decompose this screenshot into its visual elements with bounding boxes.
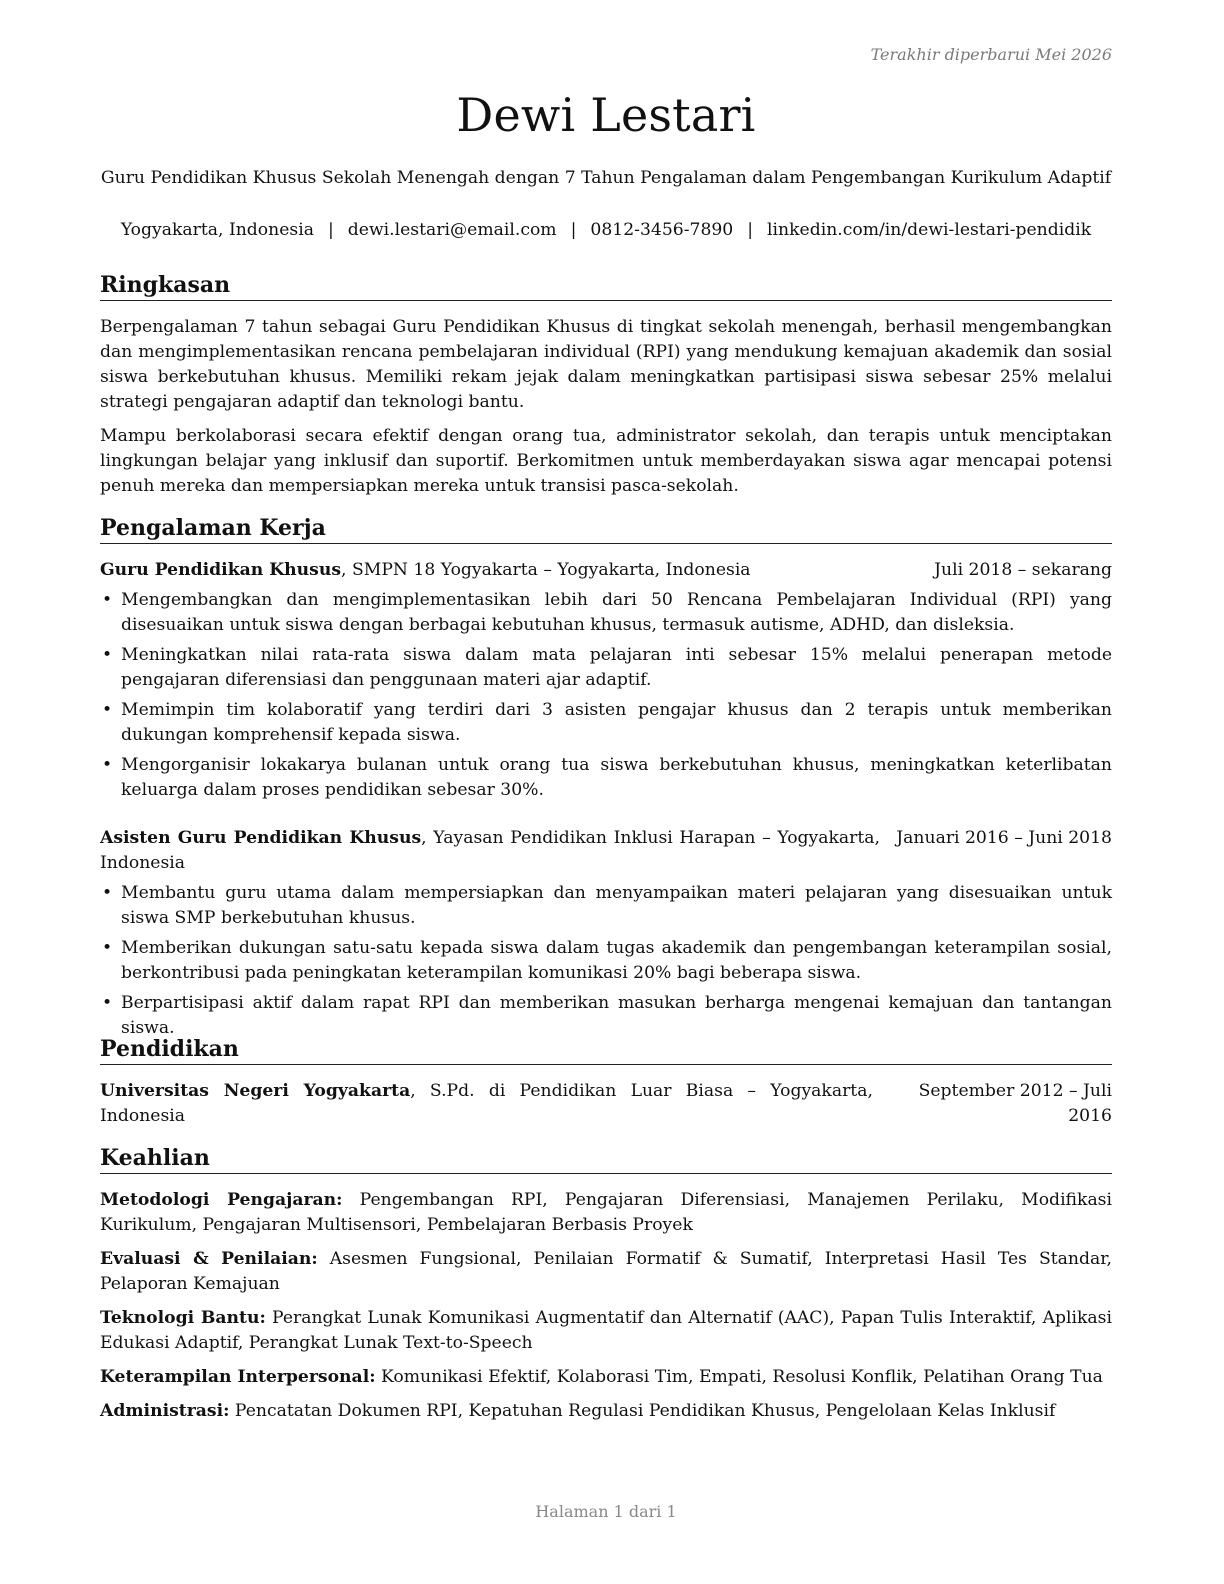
bullet-icon: • — [102, 883, 113, 903]
bullet-text: Berpartisipasi aktif dalam rapat RPI dan memberikan masukan berharga mengenai kemajuan dan tantangan siswa. — [121, 993, 1112, 1038]
education-school: Universitas Negeri Yogyakarta — [100, 1081, 411, 1101]
last-updated: Terakhir diperbarui Mei 2026 — [870, 45, 1112, 64]
skill-label: Evaluasi & Penilaian: — [100, 1249, 318, 1269]
bullet-text: Mengembangkan dan mengimplementasikan lebih dari 50 Rencana Pembelajaran Individual (RPI) yang disesuaikan untuk siswa dengan berbagai kebutuhan khusus, termasuk autisme, ADHD, dan disleksia. — [121, 590, 1112, 635]
skill-value: Pengembangan RPI, Pengajaran Diferensiasi, Manajemen Perilaku, Modifikasi Kurikulum, Pengajaran Multisensori, Pembelajaran Berbasis Proyek — [100, 1190, 1113, 1235]
skill-group — [100, 1188, 1112, 1238]
job-entry — [100, 558, 1112, 803]
contact-location: Yogyakarta, Indonesia — [120, 220, 314, 240]
contact-separator: | — [327, 220, 334, 240]
job-bullets — [100, 881, 1112, 1041]
bullet-icon: • — [102, 993, 113, 1013]
page-footer: Halaman 1 dari 1 — [535, 1502, 677, 1521]
bullet-icon: • — [102, 700, 113, 720]
job-header — [100, 558, 1112, 583]
candidate-name: Dewi Lestari — [456, 88, 756, 142]
headline: Guru Pendidikan Khusus Sekolah Menengah dengan 7 Tahun Pengalaman dalam Pengembangan Kurikulum Adaptif — [100, 168, 1112, 188]
skill-group — [100, 1306, 1112, 1356]
list-item — [100, 753, 1112, 803]
job-date: Januari 2016 – Juni 2018 — [896, 828, 1112, 848]
job-org: , SMPN 18 Yogyakarta – Yogyakarta, Indonesia — [341, 560, 751, 580]
summary-paragraph: Mampu berkolaborasi secara efektif dengan orang tua, administrator sekolah, dan terapis untuk menciptakan lingkungan belajar yang inklusif dan suportif. Berkomitmen untuk memberdayakan siswa agar mencapai potensi penuh mereka dan mempersiapkan mereka untuk transisi pasca-sekolah. — [100, 426, 1112, 496]
job-title-line — [100, 558, 751, 583]
list-item — [100, 588, 1112, 638]
education-date: September 2012 – Juli 2016 — [918, 1081, 1112, 1126]
skill-value: Komunikasi Efektif, Kolaborasi Tim, Empati, Resolusi Konflik, Pelatihan Orang Tua — [375, 1367, 1103, 1387]
education-detail: , S.Pd. di Pendidikan Luar Biasa – Yogyakarta, Indonesia — [100, 1081, 873, 1126]
bullet-text: Membantu guru utama dalam mempersiapkan dan menyampaikan materi pelajaran yang disesuaikan untuk siswa SMP berkebutuhan khusus. — [121, 883, 1112, 928]
experience-section — [100, 514, 1112, 1041]
list-item — [100, 881, 1112, 931]
contact-email[interactable]: dewi.lestari@email.com — [347, 220, 557, 240]
skill-value: Pencatatan Dokumen RPI, Kepatuhan Regulasi Pendidikan Khusus, Pengelolaan Kelas Inklusif — [229, 1401, 1056, 1421]
section-title-skills: Keahlian — [100, 1144, 1112, 1174]
list-item — [100, 643, 1112, 693]
education-entry — [100, 1079, 1112, 1129]
job-date: Juli 2018 – sekarang — [934, 560, 1112, 580]
skill-group — [100, 1365, 1112, 1390]
contact-phone: 0812-3456-7890 — [590, 220, 734, 240]
skill-label: Keterampilan Interpersonal: — [100, 1367, 376, 1387]
job-header — [100, 826, 1112, 876]
list-item — [100, 698, 1112, 748]
list-item — [100, 991, 1112, 1041]
section-title-education: Pendidikan — [100, 1035, 1112, 1065]
education-line — [100, 1079, 873, 1129]
contact-linkedin[interactable]: linkedin.com/in/dewi-lestari-pendidik — [767, 220, 1092, 240]
bullet-text: Mengorganisir lokakarya bulanan untuk orang tua siswa berkebutuhan khusus, meningkatkan keterlibatan keluarga dalam proses pendidikan sebesar 30%. — [121, 755, 1112, 800]
contact-line — [90, 220, 1122, 240]
job-entry — [100, 826, 1112, 1041]
job-role: Asisten Guru Pendidikan Khusus — [100, 828, 422, 848]
section-title-summary: Ringkasan — [100, 271, 1112, 301]
bullet-text: Memimpin tim kolaboratif yang terdiri dari 3 asisten pengajar khusus dan 2 terapis untuk memberikan dukungan komprehensif kepada siswa. — [121, 700, 1112, 745]
skill-value: Perangkat Lunak Komunikasi Augmentatif dan Alternatif (AAC), Papan Tulis Interaktif, Aplikasi Edukasi Adaptif, Perangkat Lunak Text-to-Speech — [100, 1308, 1112, 1353]
job-org: , Yayasan Pendidikan Inklusi Harapan – Yogyakarta, Indonesia — [100, 828, 880, 873]
resume-page — [100, 0, 1112, 1584]
job-role: Guru Pendidikan Khusus — [100, 560, 342, 580]
skill-label: Administrasi: — [100, 1401, 230, 1421]
bullet-icon: • — [102, 938, 113, 958]
list-item — [100, 936, 1112, 986]
bullet-icon: • — [102, 590, 113, 610]
contact-separator: | — [747, 220, 754, 240]
contact-separator: | — [570, 220, 577, 240]
skill-label: Teknologi Bantu: — [100, 1308, 266, 1328]
bullet-icon: • — [102, 645, 113, 665]
summary-section — [100, 271, 1112, 499]
skill-value: Asesmen Fungsional, Penilaian Formatif & Sumatif, Interpretasi Hasil Tes Standar, Pelaporan Kemajuan — [100, 1249, 1112, 1294]
skill-group — [100, 1247, 1112, 1297]
bullet-text: Memberikan dukungan satu-satu kepada siswa dalam tugas akademik dan pengembangan keterampilan sosial, berkontribusi pada peningkatan keterampilan komunikasi 20% bagi beberapa siswa. — [121, 938, 1112, 983]
skill-group — [100, 1399, 1112, 1424]
skills-section — [100, 1144, 1112, 1424]
education-section — [100, 1035, 1112, 1129]
bullet-text: Meningkatkan nilai rata-rata siswa dalam mata pelajaran inti sebesar 15% melalui penerapan metode pengajaran diferensiasi dan penggunaan materi ajar adaptif. — [121, 645, 1112, 690]
job-title-line — [100, 826, 880, 876]
section-title-experience: Pengalaman Kerja — [100, 514, 1112, 544]
bullet-icon: • — [102, 755, 113, 775]
skill-label: Metodologi Pengajaran: — [100, 1190, 343, 1210]
summary-paragraph: Berpengalaman 7 tahun sebagai Guru Pendidikan Khusus di tingkat sekolah menengah, berhasil mengembangkan dan mengimplementasikan rencana pembelajaran individual (RPI) yang mendukung kemajuan akademik dan sosial siswa berkebutuhan khusus. Memiliki rekam jejak dalam meningkatkan partisipasi siswa sebesar 25% melalui strategi pengajaran adaptif dan teknologi bantu. — [100, 317, 1112, 412]
job-bullets — [100, 588, 1112, 803]
